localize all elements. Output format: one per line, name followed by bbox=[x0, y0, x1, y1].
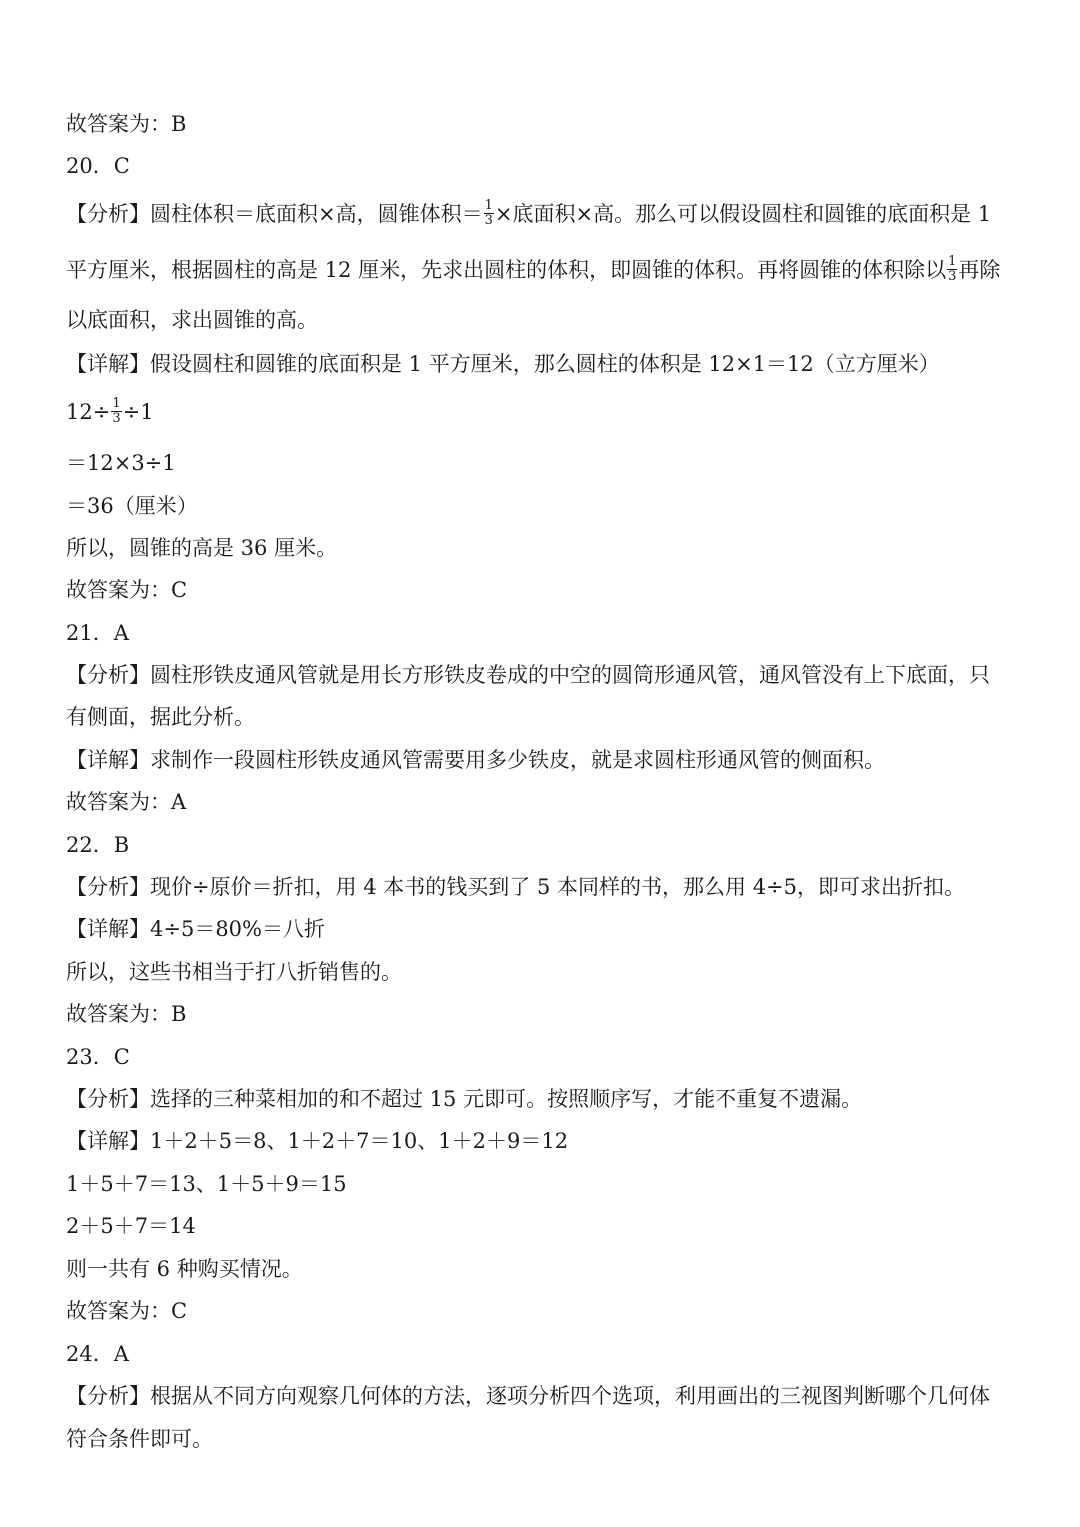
fraction-denominator: 3 bbox=[112, 411, 121, 426]
q20-analysis-line-2 bbox=[66, 256, 1000, 286]
fraction-denominator: 3 bbox=[948, 269, 957, 284]
fraction-numerator: 1 bbox=[484, 198, 493, 213]
q20-detail-line-4: ＝36（厘米） bbox=[66, 494, 198, 518]
q23-analysis: 【分析】选择的三种菜相加的和不超过 15 元即可。按照顺序写，才能不重复不遗漏。 bbox=[66, 1087, 863, 1111]
q20-detail-text-b: ÷1 bbox=[122, 400, 154, 424]
q21-analysis-line-2: 有侧面，据此分析。 bbox=[66, 705, 255, 729]
q20-analysis-text-c: 平方厘米，根据圆柱的高是 12 厘米，先求出圆柱的体积，即圆锥的体积。再将圆锥的体积除以 bbox=[66, 258, 947, 282]
q22-conclusion: 所以，这些书相当于打八折销售的。 bbox=[66, 960, 402, 984]
q23-conclusion: 则一共有 6 种购买情况。 bbox=[66, 1257, 303, 1281]
question-23-heading: 23．C bbox=[66, 1045, 130, 1069]
fraction-numerator: 1 bbox=[948, 254, 957, 269]
q23-detail-line-1: 【详解】1＋2＋5＝8、1＋2＋7＝10、1＋2＋9＝12 bbox=[66, 1129, 569, 1153]
q21-detail: 【详解】求制作一段圆柱形铁皮通风管需要用多少铁皮，就是求圆柱形通风管的侧面积。 bbox=[66, 748, 885, 772]
q20-analysis-text-d: 再除 bbox=[958, 258, 1001, 282]
question-20-heading: 20．C bbox=[66, 154, 130, 178]
answer-line-22: 故答案为：B bbox=[66, 1002, 187, 1026]
fraction-one-third bbox=[947, 255, 957, 284]
q20-analysis-line-3: 以底面积，求出圆锥的高。 bbox=[66, 308, 318, 332]
question-21-heading: 21．A bbox=[66, 621, 129, 645]
q22-detail: 【详解】4÷5＝80%＝八折 bbox=[66, 917, 325, 941]
fraction-one-third bbox=[111, 397, 121, 426]
q23-detail-line-3: 2＋5＋7＝14 bbox=[66, 1214, 196, 1238]
question-24-heading: 24．A bbox=[66, 1342, 129, 1366]
answer-line-19: 故答案为：B bbox=[66, 112, 187, 136]
q20-detail-line-1: 【详解】假设圆柱和圆锥的底面积是 1 平方厘米，那么圆柱的体积是 12×1＝12（立方厘米） bbox=[66, 352, 940, 376]
q21-analysis-line-1: 【分析】圆柱形铁皮通风管就是用长方形铁皮卷成的中空的圆筒形通风管，通风管没有上下底面，只 bbox=[66, 663, 990, 687]
q20-detail-text-a: 12÷ bbox=[66, 400, 111, 424]
q20-detail-line-3: ＝12×3÷1 bbox=[66, 451, 176, 475]
fraction-numerator: 1 bbox=[112, 396, 121, 411]
answer-line-23: 故答案为：C bbox=[66, 1299, 188, 1323]
question-22-heading: 22．B bbox=[66, 833, 130, 857]
q20-analysis-text-a: 【分析】圆柱体积＝底面积×高，圆锥体积＝ bbox=[66, 202, 483, 226]
q24-analysis-line-1: 【分析】根据从不同方向观察几何体的方法，逐项分析四个选项，利用画出的三视图判断哪个几何体 bbox=[66, 1384, 990, 1408]
q23-detail-line-2: 1＋5＋7＝13、1＋5＋9＝15 bbox=[66, 1172, 347, 1196]
q20-analysis-line-1 bbox=[66, 200, 991, 230]
answer-line-21: 故答案为：A bbox=[66, 790, 187, 814]
fraction-denominator: 3 bbox=[484, 213, 493, 228]
q22-analysis: 【分析】现价÷原价＝折扣，用 4 本书的钱买到了 5 本同样的书，那么用 4÷5，即可求出折扣。 bbox=[66, 875, 966, 899]
q24-analysis-line-2: 符合条件即可。 bbox=[66, 1427, 213, 1451]
q20-detail-line-2 bbox=[66, 398, 154, 428]
fraction-one-third bbox=[484, 199, 494, 228]
q20-analysis-text-b: ×底面积×高。那么可以假设圆柱和圆锥的底面积是 1 bbox=[494, 202, 992, 226]
answer-line-20: 故答案为：C bbox=[66, 578, 188, 602]
q20-conclusion: 所以，圆锥的高是 36 厘米。 bbox=[66, 536, 338, 560]
